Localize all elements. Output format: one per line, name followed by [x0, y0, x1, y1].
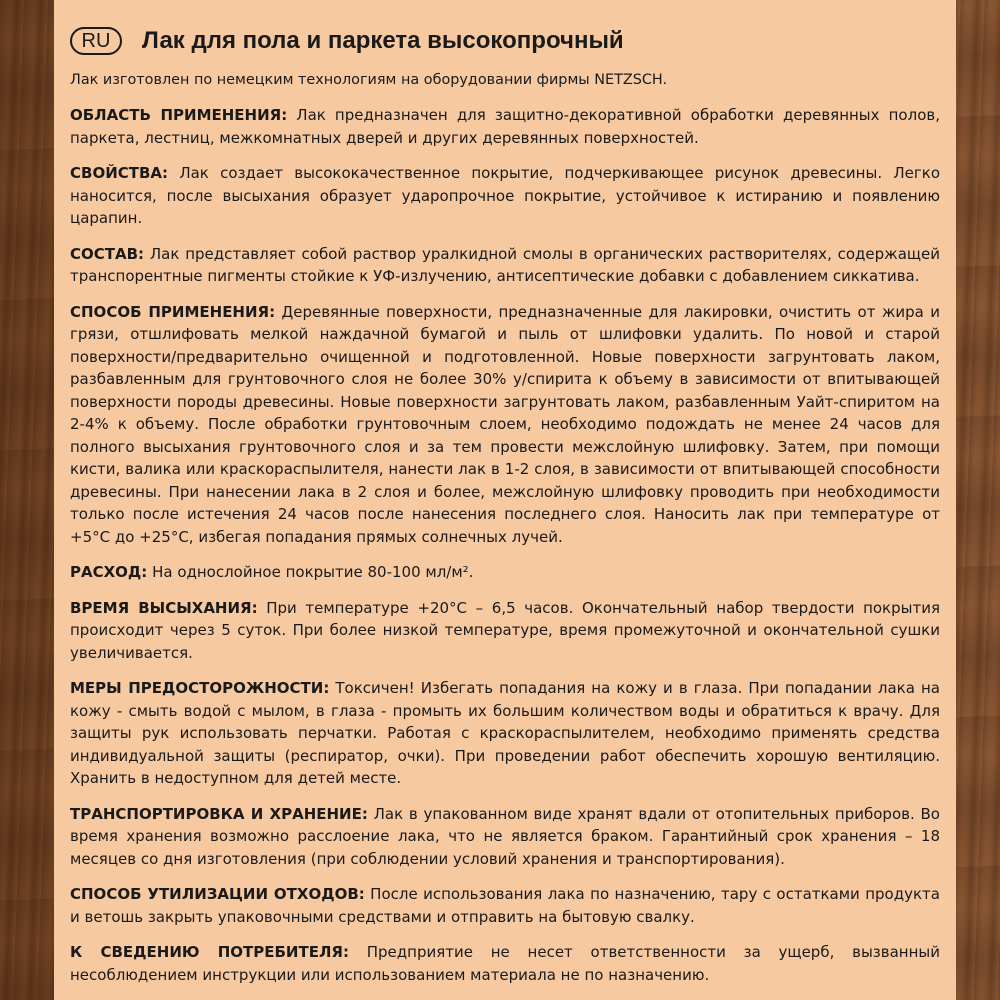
section-heading: К СВЕДЕНИЮ ПОТРЕБИТЕЛЯ: [70, 943, 349, 961]
section-heading: СПОСОБ УТИЛИЗАЦИИ ОТХОДОВ: [70, 885, 365, 903]
title-row [70, 24, 940, 58]
section-heading: СОСТАВ: [70, 244, 145, 263]
section-text: Лак представляет собой раствор уралкидной смолы в органических растворителях, содержащей транспорентные пигменты стойкие к УФ-излучению, антисептические добавки с добавлением сиккатива. [70, 244, 940, 285]
section-heading: ОБЛАСТЬ ПРИМЕНЕНИЯ: [70, 106, 288, 124]
intro-text: Лак изготовлен по немецким технологиям на оборудовании фирмы NETZSCH. [70, 72, 668, 88]
language-badge: RU [70, 27, 122, 55]
section-composition [70, 243, 940, 288]
section-consumer-notice [70, 941, 940, 986]
section-text: После использования лака по назначению, тару с остатками продукта и ветошь закрыть упаковочными средствами и отправить на бытовую свалку. [70, 885, 940, 926]
section-properties [70, 162, 940, 230]
section-heading: СПОСОБ ПРИМЕНЕНИЯ: [70, 302, 276, 321]
section-transport-storage [70, 803, 940, 871]
section-consumption [70, 561, 940, 584]
section-waste-disposal [70, 883, 940, 928]
section-drying-time [70, 597, 940, 665]
instruction-panel [54, 0, 956, 1000]
section-heading: ТРАНСПОРТИРОВКА И ХРАНЕНИЕ: [70, 804, 368, 823]
section-text: Предприятие не несет ответственности за ущерб, вызванный несоблюдением инструкции или использованием материала не по назначению. [70, 943, 940, 984]
section-text: Лак предназначен для защитно-декоративной обработки деревянных полов, паркета, лестниц, межкомнатных дверей и других деревянных поверхностей. [70, 106, 940, 147]
section-text: Лак в упакованном виде хранят вдали от отопительных приборов. Во время хранения возможно расслоение лака, что не является браком. Гарантийный срок хранения – 18 месяцев со дня изготовления (при соблюдении условий хранения и транспортирования). [70, 804, 940, 868]
section-text: Токсичен! Избегать попадания на кожу и в глаза. При попадании лака на кожу - смыть водой с мылом, в глаза - промыть их большим количеством воды и обратиться к врачу. Для защиты рук использовать перчатки. Работая с краскораспылителем, необходимо применять средства индивидуальной защиты (респиратор, очки). При проведении работ обеспечить хорошую вентиляцию. Хранить в недоступном для детей месте. [70, 679, 940, 787]
section-application-method [70, 301, 940, 549]
section-heading: ВРЕМЯ ВЫСЫХАНИЯ: [70, 598, 258, 617]
section-heading: МЕРЫ ПРЕДОСТОРОЖНОСТИ: [70, 679, 330, 697]
page-title: Лак для пола и паркета высокопрочный [142, 27, 624, 54]
section-heading: РАСХОД: [70, 563, 148, 581]
section-text: На однослойное покрытие 80-100 мл/м². [152, 563, 474, 581]
section-text: При температуре +20°С – 6,5 часов. Окончательный набор твердости покрытия происходит через 5 суток. При более низкой температуре, время промежуточной и окончательной сушки увеличивается. [70, 598, 940, 662]
section-precautions [70, 677, 940, 790]
section-text: Лак создает высококачественное покрытие, подчеркивающее рисунок древесины. Легко наносится, после высыхания образует ударопрочное покрытие, устойчивое к истиранию и появлению царапин. [70, 164, 940, 227]
section-heading: СВОЙСТВА: [70, 164, 169, 182]
section-application-area [70, 104, 940, 149]
section-text: Деревянные поверхности, предназначенные для лакировки, очистить от жира и грязи, отшлифовать мелкой наждачной бумагой и пыль от шлифовки удалить. По новой и старой поверхности/предварительно очищенной и подготовленной. Новые поверхности загрунтовать лаком, разбавленным для грунтовочного слоя не более 30% у/спирита к объему в зависимости от впитывающей поверхности породы древесины. Новые поверхности загрунтовать лаком, разбавленным Уайт-спиритом на 2-4% к объему. После обработки грунтовочным слоем, необходимо подождать не менее 24 часов для полного высыхания грунтовочного слоя и за тем провести межслойную шлифовку. Затем, при помощи кисти, валика или краскораспылителя, нанести лак в 1-2 слоя, в зависимости от впитывающей способности древесины. При нанесении лака в 2 слоя и более, межслойную шлифовку проводить при необходимости только после истечения 24 часов после нанесения последнего слоя. Наносить лак при температуре от +5°С до +25°С, избегая попадания прямых солнечных лучей. [70, 302, 940, 546]
